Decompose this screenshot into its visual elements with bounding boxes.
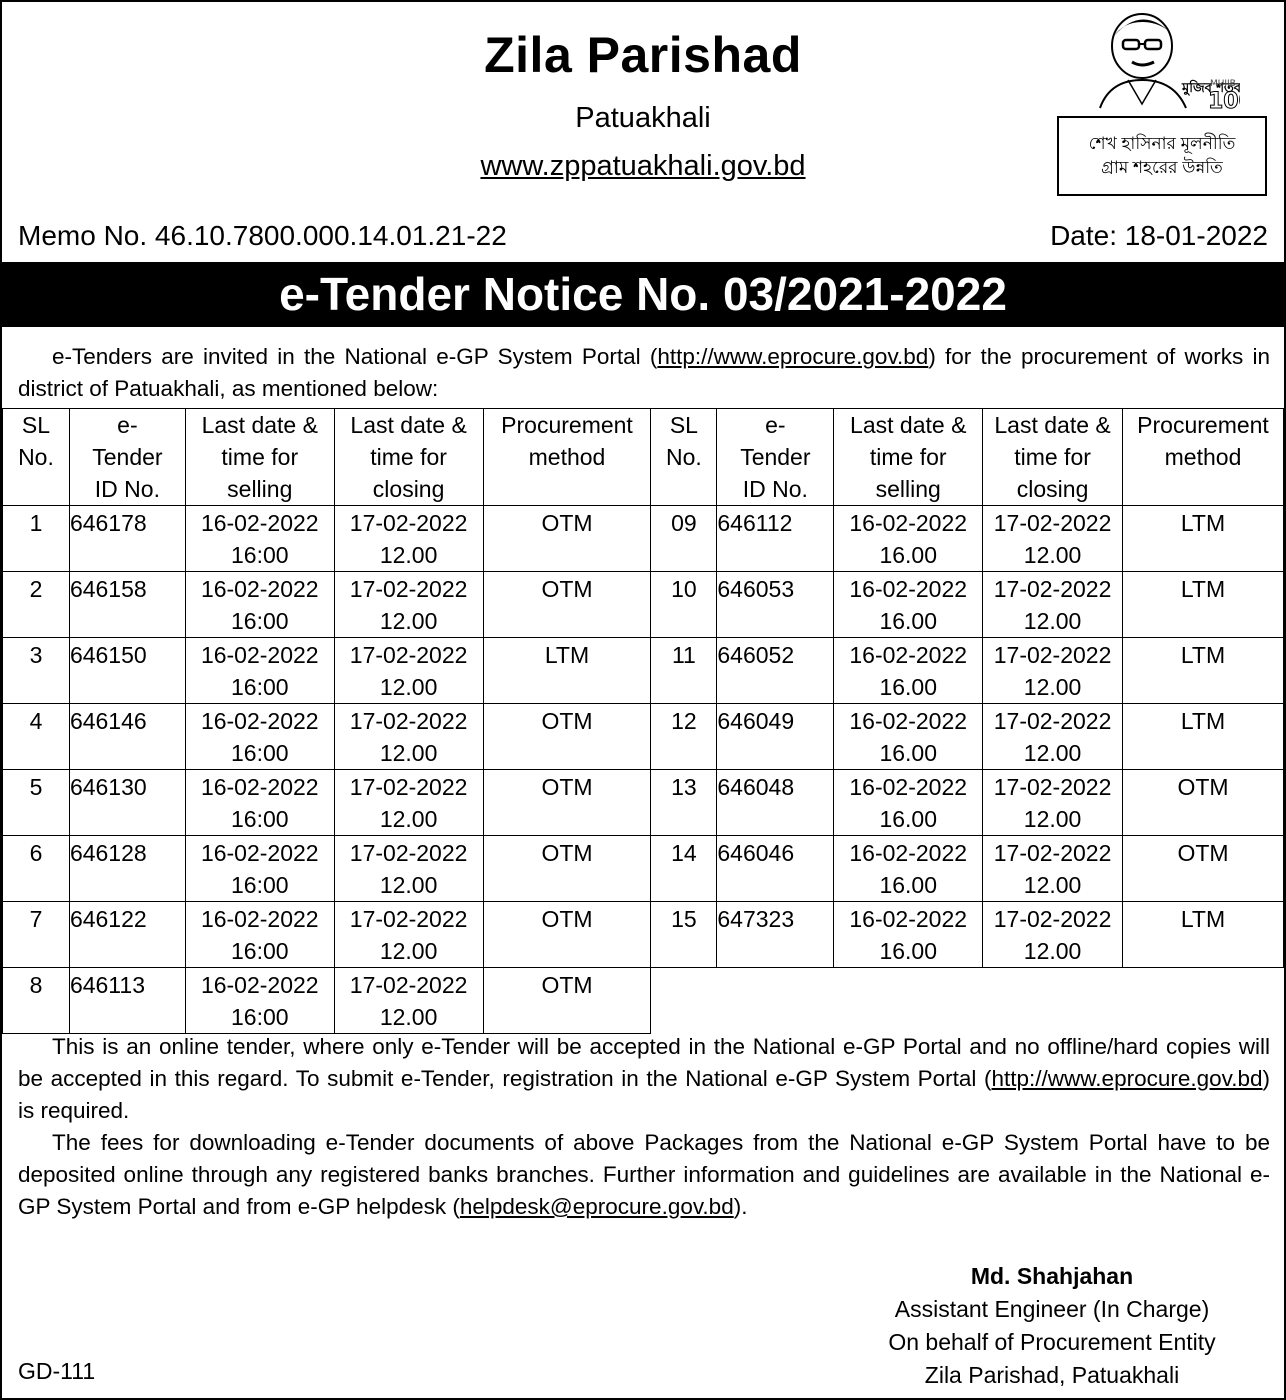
memo-date: Date: 18-01-2022 <box>1050 220 1268 251</box>
cell-method-value: OTM <box>541 774 593 800</box>
cell-closing <box>334 506 483 572</box>
cell-closing <box>983 704 1123 770</box>
signatory-designation: Assistant Engineer (In Charge) <box>894 1296 1210 1322</box>
cell-selling-value: 16.00 <box>879 740 937 766</box>
cell-selling <box>834 836 983 902</box>
cell-sl-value: 6 <box>29 840 43 866</box>
table-row <box>3 572 1284 638</box>
table-row <box>3 704 1284 770</box>
cell-method-value: OTM <box>1177 840 1229 866</box>
header-line: SL <box>21 412 51 438</box>
cell-method <box>483 506 651 572</box>
cell-selling-value: 16-02-2022 <box>200 510 319 536</box>
header-line <box>651 473 716 505</box>
cell-method <box>483 770 651 836</box>
header-line: selling <box>875 476 941 502</box>
header-line <box>484 473 651 505</box>
cell-method <box>483 968 651 1034</box>
cell-closing-value: 12.00 <box>379 674 438 700</box>
cell-closing-value: 17-02-2022 <box>993 906 1112 932</box>
cell-closing <box>983 836 1123 902</box>
header-closing-deadline-left <box>334 409 483 506</box>
header-closing-deadline-right <box>983 409 1123 506</box>
header-procurement-method-left <box>483 409 651 506</box>
cell-closing-value: 17-02-2022 <box>993 510 1112 536</box>
cell-closing-value: 17-02-2022 <box>993 840 1112 866</box>
cell-selling <box>834 638 983 704</box>
cell-method-value: OTM <box>541 840 593 866</box>
cell-closing-value: 12.00 <box>379 872 438 898</box>
signatory-office: Zila Parishad, Patuakhali <box>924 1362 1180 1388</box>
header-sl-no-left <box>3 409 70 506</box>
cell-selling <box>185 572 334 638</box>
cell-closing <box>334 968 483 1034</box>
cell-sl-value: 14 <box>671 840 697 866</box>
cell-method-value: OTM <box>541 708 593 734</box>
cell-tender-id <box>717 836 834 902</box>
cell-closing <box>334 902 483 968</box>
cell-selling <box>185 770 334 836</box>
cell-tender-id <box>69 902 185 968</box>
cell-selling-value: 16:00 <box>230 806 289 832</box>
cell-closing-value: 12.00 <box>379 740 438 766</box>
cell-tender-id <box>69 506 185 572</box>
table-header-row <box>3 409 1284 506</box>
intro-text-start: e-Tenders are invited in the National e-GP System Portal ( <box>52 344 658 369</box>
logo-100-text: 10 <box>1208 89 1239 112</box>
cell-method <box>1123 638 1284 704</box>
table-row <box>3 902 1284 968</box>
cell-tender-id-value: 646046 <box>717 840 795 866</box>
header-line: Last date & <box>350 412 467 438</box>
cell-sl <box>3 638 70 704</box>
header-line: Last date & <box>850 412 967 438</box>
cell-closing <box>334 770 483 836</box>
header-line: method <box>1164 444 1242 470</box>
header-line: closing <box>372 476 445 502</box>
slogan-line-2: গ্রাম শহরের উন্নতি <box>1101 158 1223 177</box>
signatory-behalf: On behalf of Procurement Entity <box>888 1329 1216 1355</box>
cell-tender-id-value: 646128 <box>69 840 147 866</box>
cell-tender-id-value: 646130 <box>69 774 147 800</box>
cell-method-value: OTM <box>541 906 593 932</box>
cell-selling-value: 16-02-2022 <box>849 906 968 932</box>
header-tender-id-left <box>69 409 185 506</box>
cell-sl-value: 8 <box>29 972 43 998</box>
cell-sl <box>651 572 717 638</box>
header-line: ID No. <box>94 476 160 502</box>
cell-tender-id <box>717 902 834 968</box>
cell-closing-value: 17-02-2022 <box>349 972 468 998</box>
intro-paragraph <box>18 341 1270 405</box>
cell-tender-id-value: 646052 <box>717 642 795 668</box>
cell-sl-value: 2 <box>29 576 43 602</box>
cell-closing-value: 17-02-2022 <box>349 906 468 932</box>
cell-closing-value: 17-02-2022 <box>993 708 1112 734</box>
cell-method-value: LTM <box>1180 576 1226 602</box>
cell-tender-id <box>69 770 185 836</box>
cell-tender-id-value: 646158 <box>69 576 147 602</box>
table-row <box>3 770 1284 836</box>
cell-selling-value: 16:00 <box>230 872 289 898</box>
header-tender-id-right <box>717 409 834 506</box>
cell-method-value: LTM <box>1180 906 1226 932</box>
header-line: time for <box>869 444 947 470</box>
cell-closing-value: 12.00 <box>379 938 438 964</box>
cell-closing <box>983 902 1123 968</box>
cell-method <box>1123 506 1284 572</box>
cell-selling-value: 16-02-2022 <box>849 510 968 536</box>
cell-method <box>1123 836 1284 902</box>
header-line <box>3 473 69 505</box>
cell-tender-id-value: 647323 <box>717 906 795 932</box>
cell-selling <box>185 968 334 1034</box>
cell-selling <box>834 704 983 770</box>
cell-selling <box>185 902 334 968</box>
cell-selling-value: 16:00 <box>230 740 289 766</box>
cell-selling <box>834 506 983 572</box>
header-procurement-method-right <box>1123 409 1284 506</box>
header-line: Last date & <box>994 412 1111 438</box>
cell-method <box>1123 770 1284 836</box>
cell-sl <box>651 902 717 968</box>
cell-closing-value: 17-02-2022 <box>349 576 468 602</box>
cell-selling-value: 16-02-2022 <box>200 840 319 866</box>
cell-selling <box>185 704 334 770</box>
cell-tender-id <box>69 704 185 770</box>
p2-text-end: ). <box>733 1194 748 1219</box>
footer-code: GD-111 <box>18 1358 96 1384</box>
cell-sl-value: 12 <box>671 708 697 734</box>
cell-selling-value: 16-02-2022 <box>200 576 319 602</box>
cell-sl <box>3 836 70 902</box>
cell-selling-value: 16:00 <box>230 542 289 568</box>
body-paragraphs <box>18 1031 1270 1223</box>
cell-tender-id-value: 646053 <box>717 576 795 602</box>
cell-closing-value: 12.00 <box>379 1004 438 1030</box>
logo-mujib-text: MUJIB <box>1210 79 1236 89</box>
cell-tender-id <box>717 638 834 704</box>
header-line: time for <box>1014 444 1091 470</box>
cell-selling <box>834 770 983 836</box>
cell-closing-value: 17-02-2022 <box>349 642 468 668</box>
cell-tender-id-value: 646113 <box>69 972 145 998</box>
cell-tender-id-value: 646112 <box>717 510 793 536</box>
fees-paragraph <box>18 1127 1270 1223</box>
header-line: Procurement <box>1137 412 1269 438</box>
cell-closing <box>983 572 1123 638</box>
cell-selling <box>834 572 983 638</box>
cell-sl <box>651 836 717 902</box>
header-line: Procurement <box>501 412 633 438</box>
cell-sl <box>3 704 70 770</box>
cell-closing-value: 12.00 <box>1023 938 1082 964</box>
header-line: closing <box>1016 476 1089 502</box>
cell-closing-value: 12.00 <box>1023 608 1082 634</box>
cell-selling <box>185 506 334 572</box>
tender-table <box>2 408 1284 1034</box>
cell-method <box>483 704 651 770</box>
cell-tender-id-value: 646150 <box>69 642 147 668</box>
cell-closing-value: 17-02-2022 <box>993 642 1112 668</box>
cell-tender-id-value: 646048 <box>717 774 795 800</box>
district-name: Patuakhali <box>575 102 711 134</box>
header-line: e- <box>765 412 786 438</box>
cell-selling-value: 16-02-2022 <box>200 906 319 932</box>
cell-closing <box>983 638 1123 704</box>
cell-tender-id-value: 646178 <box>69 510 147 536</box>
cell-selling-value: 16-02-2022 <box>200 972 319 998</box>
cell-sl-value: 11 <box>671 642 696 668</box>
cell-selling-value: 16-02-2022 <box>200 708 319 734</box>
cell-closing-value: 12.00 <box>1023 872 1082 898</box>
cell-sl <box>651 638 717 704</box>
cell-selling-value: 16-02-2022 <box>849 840 968 866</box>
website-link[interactable]: www.zppatuakhali.gov.bd <box>480 150 806 182</box>
cell-closing <box>334 836 483 902</box>
cell-closing-value: 12.00 <box>1023 740 1082 766</box>
cell-sl <box>3 770 70 836</box>
cell-sl-value: 10 <box>671 576 697 602</box>
cell-tender-id-value: 646122 <box>69 906 147 932</box>
cell-selling-value: 16.00 <box>879 806 937 832</box>
header-line: method <box>528 444 606 470</box>
cell-sl <box>3 902 70 968</box>
cell-tender-id <box>69 638 185 704</box>
table-row <box>3 968 1284 1034</box>
cell-closing-value: 17-02-2022 <box>349 708 468 734</box>
cell-closing <box>334 704 483 770</box>
cell-method-value: OTM <box>541 972 593 998</box>
cell-tender-id-value: 646049 <box>717 708 795 734</box>
cell-selling <box>834 902 983 968</box>
table-row <box>3 638 1284 704</box>
cell-method-value: LTM <box>1180 510 1226 536</box>
cell-method-value: LTM <box>1180 708 1226 734</box>
cell-method <box>1123 902 1284 968</box>
table-row <box>3 836 1284 902</box>
header-line: e- <box>117 412 138 438</box>
cell-selling-value: 16.00 <box>879 938 937 964</box>
header-line: time for <box>370 444 447 470</box>
helpdesk-email-link[interactable]: helpdesk@eprocure.gov.bd <box>459 1194 734 1219</box>
cell-method <box>1123 704 1284 770</box>
signatory-name: Md. Shahjahan <box>970 1263 1134 1289</box>
cell-method <box>483 572 651 638</box>
cell-selling-value: 16-02-2022 <box>849 774 968 800</box>
cell-method <box>483 836 651 902</box>
cell-sl-value: 15 <box>671 906 697 932</box>
header-line: Tender <box>740 444 811 470</box>
cell-closing <box>983 506 1123 572</box>
eprocure-link[interactable]: http://www.eprocure.gov.bd <box>657 344 929 369</box>
cell-tender-id-value: 646146 <box>69 708 147 734</box>
mujib-100-logo <box>1090 8 1240 112</box>
p1-text-start: This is an online tender, where only e-Tender will be accepted in the National e-GP Portal and no offline/hard copies will be accepted in this regard. To submit e-Tender, registration in the National e-GP System Portal ( <box>18 1034 1270 1091</box>
cell-selling-value: 16.00 <box>879 674 937 700</box>
cell-closing-value: 17-02-2022 <box>349 774 468 800</box>
cell-closing-value: 12.00 <box>1023 806 1082 832</box>
cell-sl-value: 4 <box>29 708 43 734</box>
cell-selling-value: 16.00 <box>879 872 937 898</box>
cell-selling <box>185 638 334 704</box>
cell-closing-value: 17-02-2022 <box>349 840 468 866</box>
cell-sl-value: 5 <box>29 774 43 800</box>
cell-method-value: OTM <box>1177 774 1229 800</box>
cell-closing-value: 17-02-2022 <box>993 774 1112 800</box>
header-line: Tender <box>92 444 163 470</box>
cell-sl <box>3 968 70 1034</box>
cell-closing-value: 12.00 <box>379 542 438 568</box>
header-sl-no-right <box>651 409 717 506</box>
slogan-line-1: শেখ হাসিনার মূলনীতি <box>1088 134 1236 153</box>
cell-selling-value: 16-02-2022 <box>849 708 968 734</box>
cell-selling-value: 16:00 <box>230 608 289 634</box>
cell-method <box>483 902 651 968</box>
cell-selling-value: 16:00 <box>230 674 289 700</box>
cell-closing-value: 12.00 <box>1023 542 1082 568</box>
header-line: No. <box>18 444 54 470</box>
header-line: time for <box>221 444 299 470</box>
intro-text-end: ) for the procurement of works in district of Patuakhali, as mentioned below: <box>18 344 1270 401</box>
cell-selling-value: 16-02-2022 <box>200 642 319 668</box>
cell-tender-id <box>69 836 185 902</box>
cell-sl <box>651 704 717 770</box>
cell-selling-value: 16-02-2022 <box>849 642 968 668</box>
signature-block <box>882 1260 1222 1392</box>
cell-sl-value: 13 <box>671 774 697 800</box>
online-tender-paragraph <box>18 1031 1270 1127</box>
cell-tender-id <box>717 704 834 770</box>
org-name: Zila Parishad <box>484 27 802 83</box>
memo-number: Memo No. 46.10.7800.000.14.01.21-22 <box>18 220 507 251</box>
cell-method-value: OTM <box>541 576 593 602</box>
table-row <box>3 506 1284 572</box>
cell-selling-value: 16.00 <box>879 542 937 568</box>
cell-selling-value: 16.00 <box>879 608 937 634</box>
cell-method-value: OTM <box>541 510 593 536</box>
cell-sl <box>651 506 717 572</box>
cell-method <box>1123 572 1284 638</box>
logo-bengali-text: মুজিব শতব <box>1182 81 1240 96</box>
cell-selling-value: 16:00 <box>230 1004 289 1030</box>
cell-method-value: LTM <box>544 642 590 668</box>
cell-selling <box>185 836 334 902</box>
cell-closing-value: 17-02-2022 <box>349 510 468 536</box>
cell-sl-value: 09 <box>671 510 697 536</box>
cell-method-value: LTM <box>1180 642 1226 668</box>
cell-closing-value: 17-02-2022 <box>993 576 1112 602</box>
cell-closing <box>983 770 1123 836</box>
header-line: Last date & <box>201 412 318 438</box>
header-selling-deadline-left <box>185 409 334 506</box>
eprocure-link-2[interactable]: http://www.eprocure.gov.bd <box>991 1066 1263 1091</box>
header-selling-deadline-right <box>834 409 983 506</box>
header-line: SL <box>669 412 698 438</box>
cell-selling-value: 16-02-2022 <box>849 576 968 602</box>
header-line: No. <box>666 444 702 470</box>
cell-tender-id <box>717 506 834 572</box>
cell-closing-value: 12.00 <box>1023 674 1082 700</box>
empty-cell <box>651 968 1284 1034</box>
cell-tender-id <box>69 968 185 1034</box>
cell-sl <box>3 506 70 572</box>
header-line: selling <box>227 476 293 502</box>
cell-tender-id <box>717 770 834 836</box>
header-line: ID No. <box>742 476 808 502</box>
cell-sl-value: 3 <box>29 642 43 668</box>
slogan-box <box>1057 116 1267 196</box>
cell-tender-id <box>69 572 185 638</box>
cell-sl <box>3 572 70 638</box>
notice-title: e-Tender Notice No. 03/2021-2022 <box>2 262 1284 327</box>
cell-closing <box>334 638 483 704</box>
cell-closing <box>334 572 483 638</box>
p2-text-start: The fees for downloading e-Tender documents of above Packages from the National e-GP System Portal have to be deposited online through any registered banks branches. Further information and guidelines are available in the National e-GP System Portal and from e-GP helpdesk ( <box>18 1130 1270 1219</box>
p1-text-end: ) is required. <box>18 1066 1270 1123</box>
cell-closing-value: 12.00 <box>379 806 438 832</box>
cell-closing-value: 12.00 <box>379 608 438 634</box>
cell-selling-value: 16:00 <box>230 938 289 964</box>
cell-method <box>483 638 651 704</box>
cell-sl-value: 1 <box>29 510 43 536</box>
cell-sl <box>651 770 717 836</box>
cell-tender-id <box>717 572 834 638</box>
header-line <box>1123 473 1283 505</box>
cell-selling-value: 16-02-2022 <box>200 774 319 800</box>
portrait-sketch-icon <box>1090 8 1240 112</box>
cell-sl-value: 7 <box>29 906 43 932</box>
